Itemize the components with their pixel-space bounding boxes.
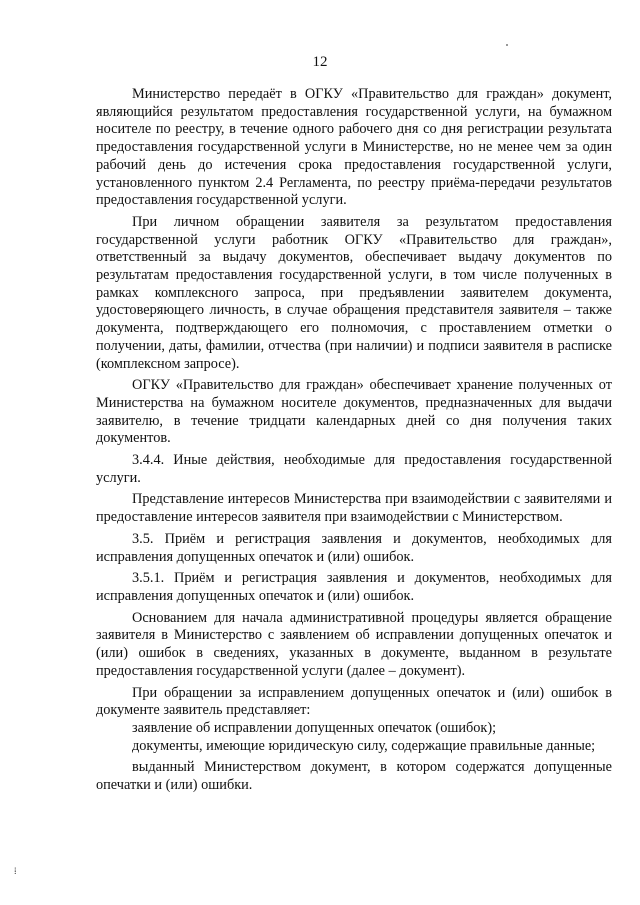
paragraph-grounds: Основанием для начала административной процедуры является обращение заявителя в Министерство с заявлением об исправлении допущенных опечаток и (или) ошибок в сведениях, указанных в документе, выданном в результате предоставления государственной услуги (далее – документ).	[96, 609, 612, 679]
list-item-issued-document: выданный Министерством документ, в котором содержатся допущенные опечатки и (или) ошибки.	[96, 759, 612, 794]
scan-speck	[506, 44, 508, 46]
paragraph-personal-visit: При личном обращении заявителя за результатом предоставления государственной услуги работник ОГКУ «Правительство для граждан», ответственный за выдачу документов, обеспечивает выдачу документов по результатам предоставления государственной услуги, в том числе полученных в рамках комплексного запроса, при предъявлении заявителем документа, удостоверяющего личность, в случае обращения представителя заявителя – также документа, подтверждающего его полномочия, с проставлением отметки о получении, даты, фамилии, отчества (при наличии) и подписи заявителя в расписке (комплексном запросе).	[96, 213, 612, 372]
paragraph-representation: Представление интересов Министерства при взаимодействии с заявителями и предоставление интересов заявителя при взаимодействии с Министерством.	[96, 491, 612, 526]
paragraph-3-5-1: 3.5.1. Приём и регистрация заявления и документов, необходимых для исправления допущенных опечаток и (или) ошибок.	[96, 570, 612, 604]
paragraph-storage: ОГКУ «Правительство для граждан» обеспечивает хранение полученных от Министерства на бумажном носителе документов, предназначенных для выдачи заявителю, в течение тридцати календарных дней со дня получения таких документов.	[96, 377, 612, 447]
paragraph-3-4-4: 3.4.4. Иные действия, необходимые для предоставления государственной услуги.	[96, 452, 612, 486]
document-body	[96, 86, 612, 799]
paragraph-applicant-submits: При обращении за исправлением допущенных опечаток и (или) ошибок в документе заявитель представляет:	[96, 684, 612, 719]
page-number: 12	[312, 54, 328, 70]
list-item-application: заявление об исправлении допущенных опечаток (ошибок);	[132, 719, 497, 736]
paragraph-3-5: 3.5. Приём и регистрация заявления и документов, необходимых для исправления допущенных опечаток и (или) ошибок.	[96, 530, 612, 565]
list-item-legal-documents: документы, имеющие юридическую силу, содержащие правильные данные;	[132, 737, 596, 754]
margin-mark: ⁞	[14, 866, 17, 876]
paragraph-transfer: Министерство передаёт в ОГКУ «Правительство для граждан» документ, являющийся результатом предоставления государственной услуги, на бумажном носителе по реестру, в течение одного рабочего дня со дня регистрации результата предоставления государственной услуги в Министерстве, но не менее чем за один рабочий день до истечения срока предоставления государственной услуги, установленного пунктом 2.4 Регламента, по реестру приёма-передачи результатов предоставления государственной услуги.	[96, 86, 612, 209]
